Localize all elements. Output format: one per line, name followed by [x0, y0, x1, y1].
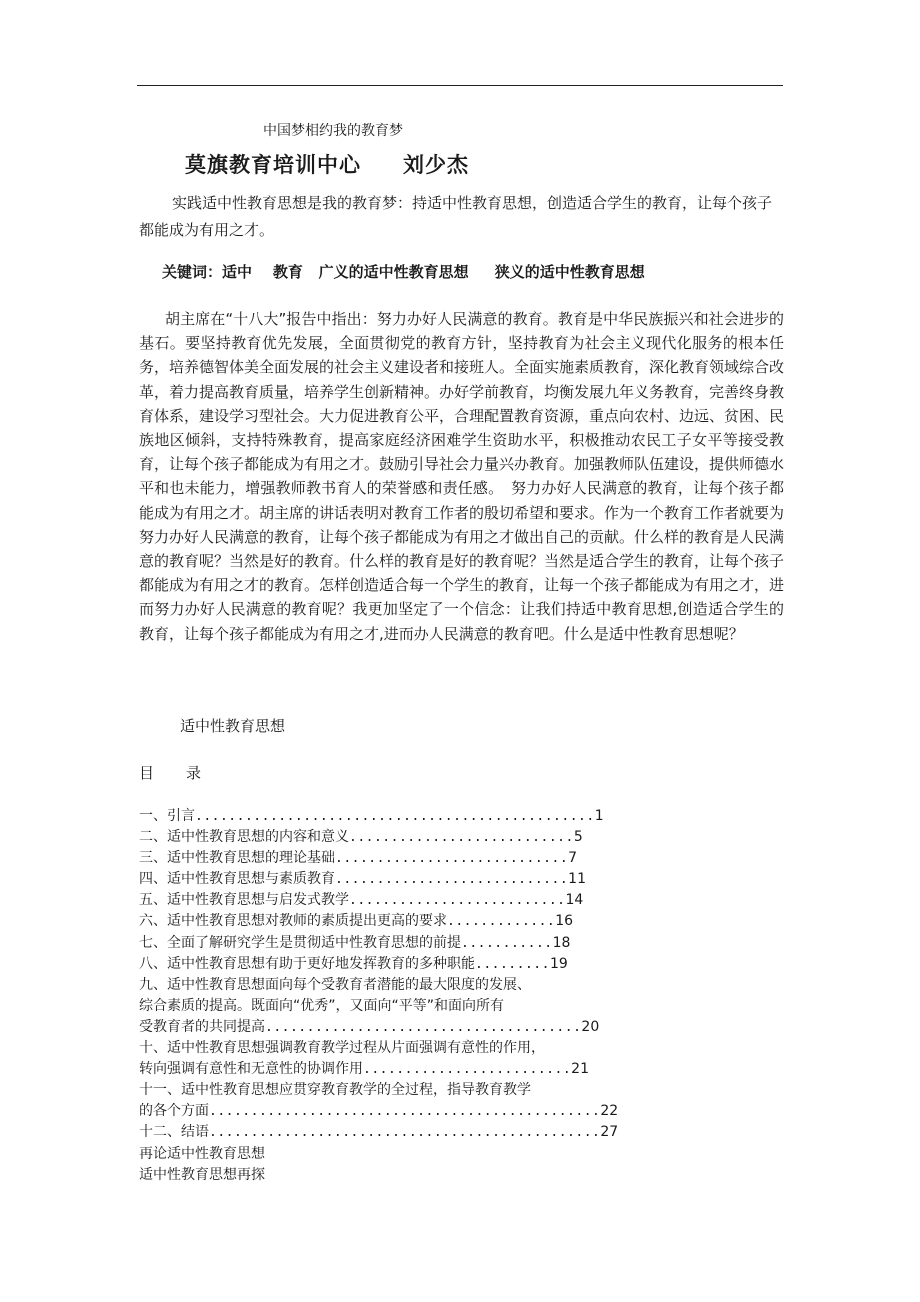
author-line	[185, 149, 469, 179]
keyword-1: 适中	[222, 263, 253, 281]
toc-entry-text: 转向强调有意性和无意性的协调作用	[139, 1061, 363, 1078]
toc-entry	[139, 869, 639, 890]
toc-entry	[139, 1059, 639, 1080]
toc-entry-page: 27	[600, 1124, 619, 1141]
toc-heading	[139, 762, 201, 783]
toc-entry-text: 十二、结语	[139, 1124, 209, 1141]
toc-entry-page: 5	[573, 829, 583, 846]
toc-entry-text: 的各个方面	[139, 1103, 209, 1120]
keywords-line	[162, 261, 645, 282]
organization-name: 莫旗教育培训中心	[185, 153, 361, 177]
extra-line-2: 适中性教育思想再探	[139, 1166, 265, 1183]
toc-entry	[139, 848, 639, 869]
toc-entry	[139, 827, 639, 848]
toc-entry-page: 14	[565, 892, 584, 909]
toc-entry-text: 十一、适中性教育思想应贯穿教育教学的全过程，指导教育教学	[139, 1082, 531, 1099]
table-of-contents	[139, 806, 639, 1186]
toc-entry	[139, 996, 639, 1017]
intro-paragraph: 实践适中性教育思想是我的教育梦：持适中性教育思想，创造适合学生的教育，让每个孩子都能成为有用之才。	[139, 194, 773, 239]
toc-entry-text: 十、适中性教育思想强调教育教学过程从片面强调有意性的作用，	[139, 1040, 545, 1057]
toc-entry-text: 二、适中性教育思想的内容和意义	[139, 829, 349, 846]
author-name: 刘少杰	[403, 153, 469, 177]
toc-entry	[139, 1038, 639, 1059]
toc-entry	[139, 1101, 639, 1122]
toc-entry-text: 六、适中性教育思想对教师的素质提出更高的要求	[139, 913, 447, 930]
toc-entry	[139, 806, 639, 827]
toc-entry	[139, 1017, 639, 1038]
keywords-label: 关键词：	[162, 263, 223, 281]
toc-entry-page: 19	[549, 955, 568, 972]
toc-entry-leader: ...............................................	[209, 1104, 601, 1120]
toc-entry	[139, 975, 639, 996]
toc-entry-leader: ............................	[335, 851, 569, 867]
toc-entry-page: 22	[600, 1103, 619, 1120]
toc-entry	[139, 933, 639, 954]
toc-entry-text: 综合素质的提高。既面向“优秀”，又面向“平等”和面向所有	[139, 997, 505, 1014]
toc-entry-text: 八、适中性教育思想有助于更好地发挥教育的多种职能	[139, 955, 475, 972]
toc-entry-text: 九、适中性教育思想面向每个受教育者潜能的最大限度的发展、	[139, 976, 531, 993]
toc-entry-leader: ................................................	[195, 809, 595, 824]
toc-entry	[139, 1122, 639, 1143]
toc-entry-leader: .........	[475, 956, 550, 972]
section-title: 适中性教育思想	[180, 717, 286, 735]
toc-entry-page: 18	[552, 934, 571, 951]
toc-entry	[139, 1080, 639, 1101]
toc-entry-leader: .........................	[363, 1062, 572, 1078]
toc-entry-page: 21	[571, 1061, 589, 1078]
toc-entry-leader: ...........	[461, 935, 553, 951]
toc-entry-leader: ......................................	[265, 1019, 582, 1035]
toc-entry-text: 七、全面了解研究学生是贯彻适中性教育思想的前提	[139, 934, 461, 951]
toc-entry-leader: ...........................	[349, 830, 574, 846]
toc-entry-leader: ............................	[335, 872, 569, 888]
toc-entry-page: 1	[594, 808, 604, 824]
toc-entry-text: 三、适中性教育思想的理论基础	[139, 850, 335, 867]
toc-entry-leader: ...............................................	[209, 1125, 601, 1141]
toc-heading-char-1: 目	[139, 764, 155, 782]
keyword-3: 广义的适中性教育思想	[318, 263, 469, 281]
toc-entry-leader: ..........................	[349, 893, 566, 909]
toc-entry	[139, 954, 639, 975]
document-subtitle: 中国梦相约我的教育梦	[263, 123, 403, 139]
toc-entry-text: 五、适中性教育思想与启发式教学	[139, 892, 349, 909]
toc-entry-text: 一、引言	[139, 808, 195, 824]
toc-entry-page: 16	[555, 913, 574, 930]
toc-entry-page: 20	[581, 1018, 600, 1035]
keyword-4: 狭义的适中性教育思想	[494, 263, 645, 281]
toc-entry	[139, 911, 639, 932]
keyword-2: 教育	[272, 263, 303, 281]
body-paragraph: 胡主席在“十八大”报告中指出：努力办好人民满意的教育。教育是中华民族振兴和社会进步的基石。要坚持教育优先发展，全面贯彻党的教育方针，坚持教育为社会主义现代化服务的根本任务，培养德智体美全面发展的社会主义建设者和接班人。全面实施素质教育，深化教育领域综合改革，着力提高教育质量，培养学生创新精神。办好学前教育，均衡发展九年义务教育，完善终身教育体系，建设学习型社会。大力促进教育公平，合理配置教育资源，重点向农村、边远、贫困、民族地区倾斜，支持特殊教育，提高家庭经济困难学生资助水平，积极推动农民工子女平等接受教育，让每个孩子都能成为有用之才。鼓励引导社会力量兴办教育。加强教师队伍建设，提供师德水平和也未能力，增强教师教书育人的荣誉感和责任感。 努力办好人民满意的教育，让每个孩子都能成为有用之才。胡主席的讲话表明对教育工作者的殷切希望和要求。作为一个教育工作者就要为努力办好人民满意的教育，让每个孩子都能成为有用之才做出自己的贡献。什么样的教育是人民满意的教育呢？当然是好的教育。什么样的教育是好的教育呢？当然是适合学生的教育，让每个孩子都能成为有用之才的教育。怎样创造适合每一个学生的教育，让每一个孩子都能成为有用之才，进而努力办好人民满意的教育呢？我更加坚定了一个信念：让我们持适中教育思想,创造适合学生的教育，让每个孩子都能成为有用之才,进而办人民满意的教育吧。什么是适中性教育思想呢？	[139, 310, 785, 643]
toc-entry-leader: .............	[447, 914, 556, 930]
toc-heading-char-2: 录	[186, 764, 202, 782]
toc-entry-text: 受教育者的共同提高	[139, 1018, 265, 1035]
header-rule	[137, 85, 783, 86]
toc-entry	[139, 890, 639, 911]
toc-entry-page: 11	[568, 871, 586, 888]
toc-entry-text: 四、适中性教育思想与素质教育	[139, 871, 335, 888]
extra-line-1: 再论适中性教育思想	[139, 1145, 265, 1162]
toc-entry-page: 7	[568, 850, 578, 867]
